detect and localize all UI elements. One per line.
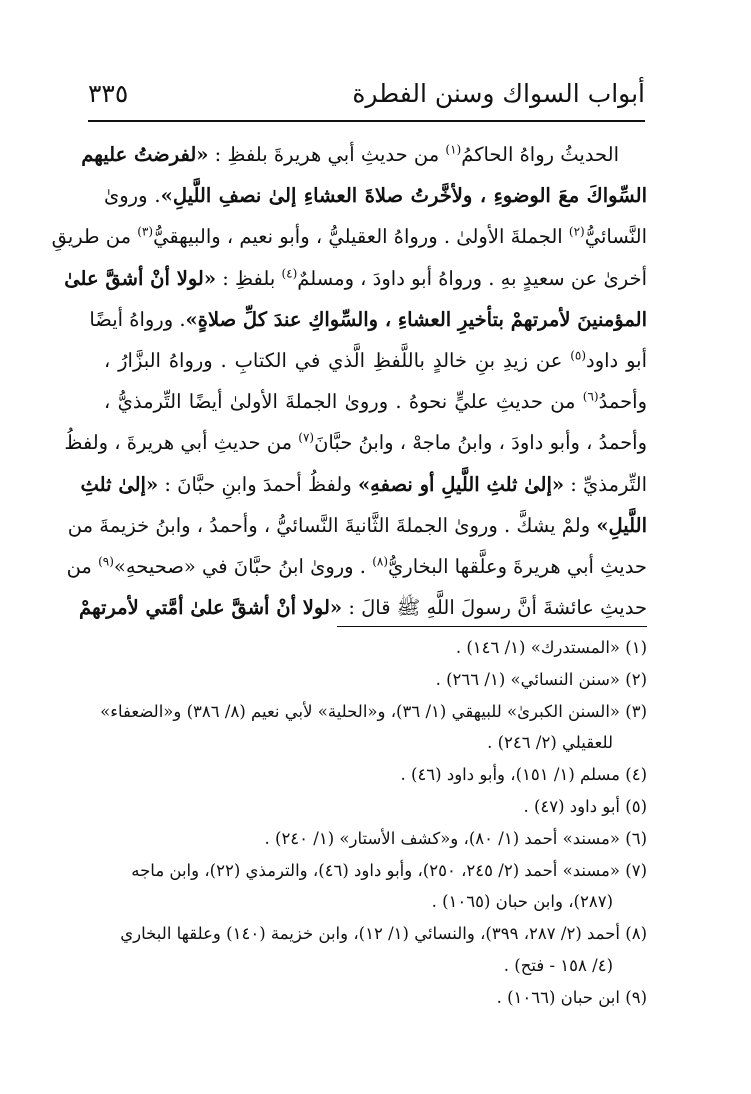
footnote-ref-5: (٥) [570,348,587,363]
footnote-5: (٥) أبو داود (٤٧) . [523,796,647,816]
text-line-1: الحديثُ رواهُ الحاكمُ$^{(١)}$ من حديثِ أبي هريرةَ بلفظِ : «لفرضتُ عليهم [81,142,619,166]
footnote-8: (٨) أحمد (٢/ ٢٨٧، ٣٩٩)، والنسائي (١/ ١٢)، وابن خزيمة (١٤٠) وعلقها البخاري [120,924,647,944]
page-number: ٣٣٥ [88,79,129,108]
text-line-10: اللَّيلِ» ولمْ يشكَّ . وروىٰ الجملةَ الثَّانيةَ النَّسائيُّ ، وأحمدُ ، وابنُ خزيمةَ من [67,513,647,537]
page-header [88,78,645,118]
footnote-3: (٣) «السنن الكبرىٰ» للبيهقي (١/ ٣٦)، و«الحلية» لأبي نعيم (٨/ ٣٨٦) و«الضعفاء» [100,701,647,721]
main-text [51,134,647,628]
footnote-3-continuation: للعقيلي (٢/ ٢٤٦) . [487,733,613,753]
footnote-ref-2: (٢) [568,224,585,239]
footnote-ref-8: (٨) [372,554,389,569]
footnote-ref-7: (٧) [298,430,315,445]
footnotes [100,632,647,1014]
footnote-7: (٧) «مسند» أحمد (٢/ ٢٤٥، ٢٥٠)، وأبو داود (٤٦)، والترمذي (٢٢)، وابن ماجه [131,860,647,880]
footnote-separator [337,626,647,627]
header-rule [88,120,645,122]
footnote-8-continuation: (٤/ ١٥٨ - فتح) . [503,955,613,975]
text-line-6: أبو داود$^{(٥)}$ عن زيدِ بنِ خالدٍ باللَّفظِ الَّذي في الكتابِ . ورواهُ البزَّارُ ، [104,348,647,373]
text-line-2: السِّواكَ معَ الوضوءِ ، ولأخَّرتُ صلاةَ العشاءِ إلىٰ نصفِ اللَّيلِ». وروىٰ [104,184,647,208]
footnote-6: (٦) «مسند» أحمد (١/ ٨٠)، و«كشف الأستار» (١/ ٢٤٠) . [264,828,647,848]
text-line-8: وأحمدُ ، وأبو داودَ ، وابنُ ماجهْ ، وابنُ حبَّانَ$^{(٧)}$ من حديثِ أبي هريرةَ ، ولفظُ [64,430,647,455]
footnote-1: (١) «المستدرك» (١/ ١٤٦) . [455,638,647,657]
footnote-2: (٢) «سنن النسائي» (١/ ٢٦٦) . [435,669,647,689]
footnote-ref-1: (١) [445,142,462,157]
text-line-5: المؤمنينَ لأمرتهمْ بتأخيرِ العشاءِ ، والسِّواكِ عندَ كلِّ صلاةٍ». ورواهُ أيضًا [89,307,647,331]
text-line-9: التِّرمذيِّ : «إلىٰ ثلثِ اللَّيلِ أو نصفهِ» ولفظُ أحمدَ وابنِ حبَّانَ : «إلىٰ ثلثِ [80,472,647,496]
footnote-ref-6: (٦) [582,389,599,404]
footnote-ref-3: (٣) [137,224,154,239]
text-line-4: أخرىٰ عن سعيدٍ بهِ . ورواهُ أبو داودَ ، ومسلمٌ$^{(٤)}$ بلفظِ : «لولا أنْ أشقَّ علىٰ [64,266,647,290]
running-title: أبواب السواك وسنن الفطرة [352,79,645,108]
footnote-7-continuation: (٢٨٧)، وابن حبان (١٠٦٥) . [431,892,613,912]
text-line-11: حديثِ أبي هريرةَ وعلَّقها البخاريُّ$^{(٨)}$ . وروىٰ ابنُ حبَّانَ في «صحيحهِ»$^{(٩)}$ من [66,554,647,579]
footnote-ref-4: (٤) [281,266,298,281]
text-line-12: حديثِ عائشةَ أنَّ رسولَ اللَّهِ ﷺ قالَ : «لولا أنْ أشقَّ علىٰ أمَّتي لأمرتهمْ [79,596,647,620]
footnote-4: (٤) مسلم (١/ ١٥١)، وأبو داود (٤٦) . [400,765,647,785]
text-line-3: النَّسائيُّ$^{(٢)}$ الجملةَ الأولىٰ . ورواهُ العقيليُّ ، وأبو نعيم ، والبيهقيُّ$^{(٣)}$ من طريقِ [51,224,647,249]
footnote-9: (٩) ابن حبان (١٠٦٦) . [496,987,647,1007]
footnote-ref-9: (٩) [98,554,114,569]
text-line-7: وأحمدُ$^{(٦)}$ من حديثِ عليٍّ نحوهُ . وروىٰ الجملةَ الأولىٰ أيضًا التِّرمذيُّ ، [104,389,647,414]
